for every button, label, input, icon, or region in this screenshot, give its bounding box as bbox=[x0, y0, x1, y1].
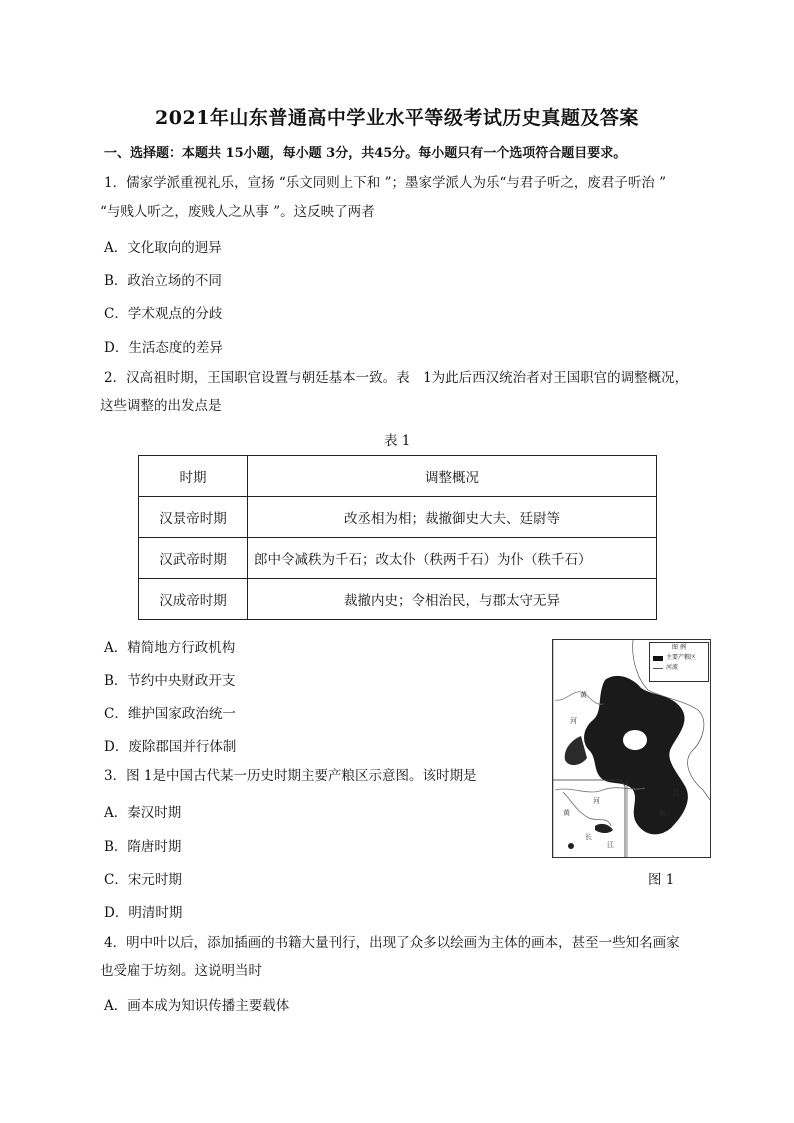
table-cell-adjustment: 郎中令减秩为千石；改太仆（秩两千石）为仆（秩千石） bbox=[248, 538, 657, 579]
q1-option-a: A．文化取向的迥异 bbox=[104, 240, 222, 256]
q1-option-d: D．生活态度的差异 bbox=[104, 340, 223, 356]
table-row bbox=[139, 579, 657, 620]
section-heading: 一、选择题：本题共 15小题，每小题 3分，共45分。每小题只有一个选项符合题目要求。 bbox=[104, 146, 627, 161]
q2-option-c: C．维护国家政治统一 bbox=[104, 706, 236, 722]
question-3-line-1: 3．图 1是中国古代某一历史时期主要产粮区示意图。该时期是 bbox=[104, 768, 477, 784]
q2-option-d: D．废除郡国并行体制 bbox=[104, 739, 237, 755]
table-header-row bbox=[139, 456, 657, 497]
table-cell-adjustment: 改丞相为相；裁撤御史大夫、廷尉等 bbox=[248, 497, 657, 538]
map-label: 黄 bbox=[563, 809, 570, 817]
table-row bbox=[139, 497, 657, 538]
legend-label: 主要产粮区 bbox=[666, 654, 697, 661]
map-label: 长 bbox=[585, 833, 592, 841]
map-label: 江 bbox=[607, 841, 614, 849]
table-1 bbox=[138, 455, 657, 620]
figure-1-map bbox=[552, 639, 711, 858]
q3-option-c: C．宋元时期 bbox=[104, 872, 182, 888]
table-caption: 表 1 bbox=[384, 433, 411, 449]
q4-option-a: A．画本成为知识传播主要载体 bbox=[104, 998, 290, 1014]
legend-title: 图 例 bbox=[672, 644, 686, 651]
table-header-adjustment: 调整概况 bbox=[248, 456, 657, 497]
question-1-line-1: 1．儒家学派重视礼乐，宣扬 “乐文同则上下和 ”；墨家学派人为乐“与君子听之，废君子听治 ” bbox=[104, 175, 667, 191]
question-2-line-2: 这些调整的出发点是 bbox=[100, 398, 222, 414]
page-title: 2021年山东普通高中学业水平等级考试历史真题及答案 bbox=[155, 107, 639, 129]
figure-caption: 图 1 bbox=[648, 872, 675, 888]
q3-option-d: D．明清时期 bbox=[104, 905, 183, 921]
legend-item-grain-region bbox=[650, 653, 708, 663]
q2-option-a: A．精简地方行政机构 bbox=[104, 640, 236, 656]
legend-item-river bbox=[650, 663, 708, 673]
legend-label: 河流 bbox=[666, 664, 679, 671]
table-row bbox=[139, 538, 657, 579]
question-1-line-2: “与贱人听之，废贱人之从事 ”。这反映了两者 bbox=[100, 204, 375, 220]
map-legend bbox=[649, 642, 709, 682]
q3-option-a: A．秦汉时期 bbox=[104, 805, 182, 821]
question-4-line-2: 也受雇于坊刻。这说明当时 bbox=[100, 963, 262, 979]
table-cell-adjustment: 裁撤内史；令相治民，与郡太守无异 bbox=[248, 579, 657, 620]
table-cell-period: 汉成帝时期 bbox=[139, 579, 248, 620]
table-header-period: 时期 bbox=[139, 456, 248, 497]
map-label: 黄 bbox=[580, 691, 587, 699]
q3-option-b: B．隋唐时期 bbox=[104, 839, 182, 855]
table-cell-period: 汉景帝时期 bbox=[139, 497, 248, 538]
map-label: 长 bbox=[659, 809, 666, 817]
q2-option-b: B．节约中央财政开支 bbox=[104, 673, 236, 689]
table-cell-period: 汉武帝时期 bbox=[139, 538, 248, 579]
grain-region-swatch-icon bbox=[653, 656, 663, 661]
map-label: 江 bbox=[673, 789, 680, 797]
question-2-line-1: 2．汉高祖时期，王国职官设置与朝廷基本一致。表 1为此后西汉统治者对王国职官的调整概况， bbox=[104, 370, 689, 386]
map-label: 河 bbox=[593, 797, 600, 805]
map-label: 河 bbox=[570, 717, 577, 725]
q1-option-b: B．政治立场的不同 bbox=[104, 273, 222, 289]
river-line-icon bbox=[653, 668, 663, 669]
q1-option-c: C．学术观点的分歧 bbox=[104, 306, 223, 322]
question-4-line-1: 4．明中叶以后，添加插画的书籍大量刊行，出现了众多以绘画为主体的画本，甚至一些知名画家 bbox=[104, 935, 680, 951]
